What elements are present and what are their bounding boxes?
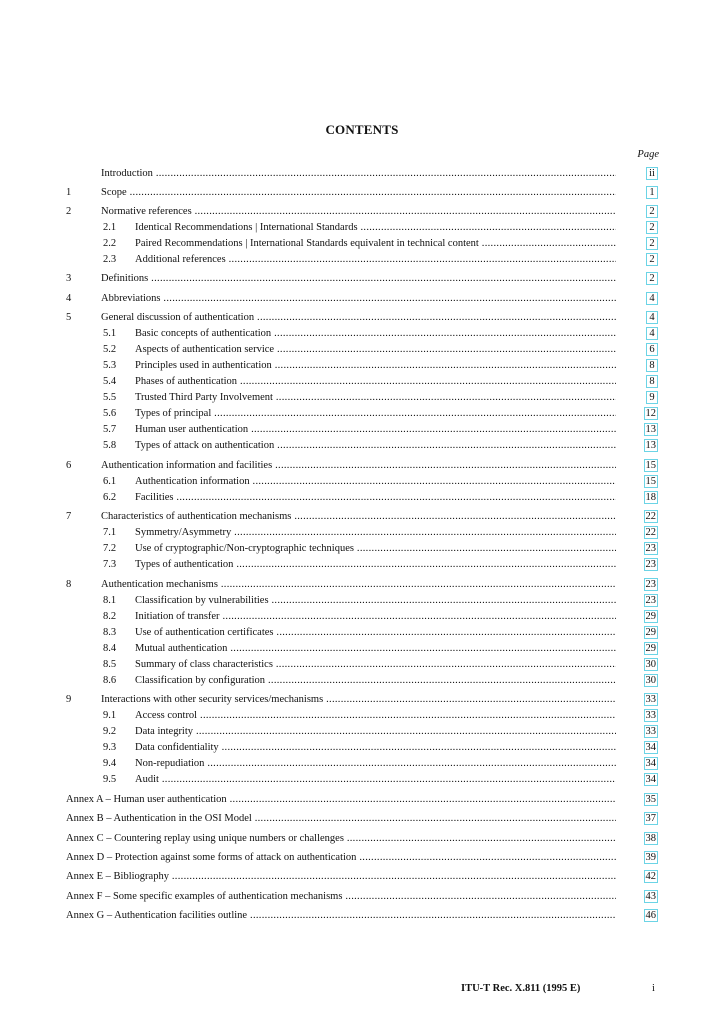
toc-entry-number: 8.4 — [103, 643, 117, 654]
toc-entry[interactable] — [66, 311, 658, 325]
toc-entry-number: 7.3 — [103, 559, 117, 570]
toc-entry[interactable] — [66, 186, 658, 200]
toc-entry-title: Normative references ..... — [101, 205, 616, 219]
toc-entry[interactable] — [66, 578, 658, 592]
toc-entry-number: 2.2 — [103, 238, 117, 249]
toc-entry-number: 9.4 — [103, 758, 117, 769]
toc-entry[interactable] — [66, 870, 658, 884]
toc-page-link[interactable]: 15 — [645, 476, 656, 487]
toc-entry-number: 5.8 — [103, 440, 117, 451]
toc-entry[interactable] — [66, 558, 658, 572]
toc-entry-number: 9.5 — [103, 774, 117, 785]
toc-entry[interactable] — [66, 851, 658, 865]
toc-entry[interactable] — [66, 741, 658, 755]
toc-page-link[interactable]: 8 — [646, 375, 658, 388]
toc-entry-number: 8.3 — [103, 627, 117, 638]
toc-entry[interactable] — [66, 439, 658, 453]
toc-entry-number: 5.2 — [103, 344, 117, 355]
toc-page-link[interactable]: 46 — [645, 910, 656, 921]
toc-entry-number: 5.4 — [103, 376, 117, 387]
toc-page-link[interactable]: 39 — [645, 852, 656, 863]
toc-entry[interactable] — [66, 693, 658, 707]
toc-page-link[interactable]: ii — [646, 167, 658, 180]
toc-entry-number: 7 — [66, 511, 72, 522]
toc-entry-title: Initiation of transfer ..... — [135, 610, 616, 624]
toc-page-link[interactable]: 18 — [645, 492, 656, 503]
toc-entry-title: Authentication information and facilities ..... — [101, 459, 616, 473]
toc-entry-title: Interactions with other security services/mechanisms ..... — [101, 693, 616, 707]
toc-entry-title: Introduction ..... — [101, 167, 616, 181]
toc-page-link[interactable]: 15 — [645, 460, 656, 471]
toc-entry-number: 4 — [66, 293, 72, 304]
toc-page-link[interactable]: 23 — [645, 579, 656, 590]
page-column-header: Page — [637, 149, 659, 160]
toc-entry-title: Facilities ..... — [135, 491, 616, 505]
toc-entry-title: Use of authentication certificates ..... — [135, 626, 616, 640]
toc-page-link[interactable]: 30 — [645, 659, 656, 670]
toc-entry-number: 1 — [66, 187, 72, 198]
toc-entry[interactable] — [66, 773, 658, 787]
toc-entry-number: 8.2 — [103, 611, 117, 622]
page-title: CONTENTS — [325, 122, 399, 137]
toc-entry[interactable] — [66, 890, 658, 904]
toc-entry[interactable] — [66, 423, 658, 437]
toc-entry-number: 5 — [66, 312, 72, 323]
toc-page-link[interactable]: 13 — [645, 440, 656, 451]
toc-entry-title: Non-repudiation ..... — [135, 757, 616, 771]
toc-entry-number: 8.5 — [103, 659, 117, 670]
toc-entry-number: 5.5 — [103, 392, 117, 403]
toc-entry[interactable] — [66, 526, 658, 540]
toc-entry[interactable] — [66, 909, 658, 923]
toc-entry-title: Paired Recommendations | International Standards equivalent in technical content ..... — [135, 237, 616, 251]
toc-page-link[interactable]: 29 — [645, 611, 656, 622]
toc-entry-number: 8.6 — [103, 675, 117, 686]
toc-entry-title: Summary of class characteristics ..... — [135, 658, 616, 672]
toc-entry-number: 2 — [66, 206, 72, 217]
toc-entry-title: Principles used in authentication ..... — [135, 359, 616, 373]
toc-entry[interactable] — [66, 832, 658, 846]
toc-entry-number: 7.1 — [103, 527, 117, 538]
toc-entry-title: Types of attack on authentication ..... — [135, 439, 616, 453]
toc-entry[interactable] — [66, 658, 658, 672]
toc-page-link[interactable]: 6 — [646, 343, 658, 356]
toc-entry[interactable] — [66, 167, 658, 181]
toc-page-link[interactable]: 9 — [646, 391, 658, 404]
toc-entry[interactable] — [66, 757, 658, 771]
toc-page-link[interactable]: 2 — [646, 237, 658, 250]
toc-entry-number: 8 — [66, 579, 72, 590]
toc-page-link[interactable]: 34 — [645, 742, 656, 753]
toc-entry-number: 7.2 — [103, 543, 117, 554]
toc-entry-title: Symmetry/Asymmetry ..... — [135, 526, 616, 540]
toc-entry-title: Definitions ..... — [101, 272, 616, 286]
toc-entry-title: Additional references ..... — [135, 253, 616, 267]
toc-entry[interactable] — [66, 407, 658, 421]
toc-page-link[interactable]: 4 — [646, 327, 658, 340]
toc-entry-title: Annex B – Authentication in the OSI Model ..... — [66, 812, 616, 826]
toc-entry-number: 5.1 — [103, 328, 117, 339]
toc-entry-title: Annex G – Authentication facilities outline ..... — [66, 909, 616, 923]
toc-entry-title: Aspects of authentication service ..... — [135, 343, 616, 357]
toc-entry-title: Audit ..... — [135, 773, 616, 787]
toc-entry-title: Scope ..... — [101, 186, 616, 200]
toc-entry-title: Annex D – Protection against some forms of attack on authentication ..... — [66, 851, 616, 865]
toc-page-link[interactable]: 2 — [646, 253, 658, 266]
toc-entry-title: Identical Recommendations | International Standards ..... — [135, 221, 616, 235]
footer-page-number: i — [652, 983, 655, 994]
toc-entry-title: Characteristics of authentication mechanisms ..... — [101, 510, 616, 524]
toc-page-link[interactable]: 29 — [645, 627, 656, 638]
toc-page-link[interactable]: 43 — [645, 891, 656, 902]
toc-entry-title: Annex E – Bibliography ..... — [66, 870, 616, 884]
toc-page-link[interactable]: 13 — [645, 424, 656, 435]
toc-entry-title: Authentication information ..... — [135, 475, 616, 489]
toc-entry-title: Trusted Third Party Involvement ..... — [135, 391, 616, 405]
toc-page-link[interactable]: 30 — [645, 675, 656, 686]
toc-entry[interactable] — [66, 237, 658, 251]
toc-entry-title: Authentication mechanisms ..... — [101, 578, 616, 592]
toc-page-link[interactable]: 2 — [646, 205, 658, 218]
toc-entry-title: Basic concepts of authentication ..... — [135, 327, 616, 341]
toc-entry-number: 2.3 — [103, 254, 117, 265]
toc-page-link[interactable]: 2 — [646, 272, 658, 285]
footer-doc-id: ITU-T Rec. X.811 (1995 E) — [461, 983, 581, 994]
toc-page-link[interactable]: 29 — [645, 643, 656, 654]
toc-page-link[interactable]: 38 — [645, 833, 656, 844]
toc-entry-number: 6.2 — [103, 492, 117, 503]
toc-entry[interactable] — [66, 626, 658, 640]
toc-entry[interactable] — [66, 812, 658, 826]
toc-entry-title: Abbreviations ..... — [101, 292, 616, 306]
toc-entry[interactable] — [66, 359, 658, 373]
toc-entry-title: Classification by configuration ..... — [135, 674, 616, 688]
toc-entry[interactable] — [66, 375, 658, 389]
toc-page-link[interactable]: 33 — [645, 710, 656, 721]
toc-entry-title: Data confidentiality ..... — [135, 741, 616, 755]
toc-page-link[interactable]: 1 — [646, 186, 658, 199]
toc-entry[interactable] — [66, 221, 658, 235]
toc-entry[interactable] — [66, 272, 658, 286]
toc-entry-number: 3 — [66, 273, 72, 284]
toc-page-link[interactable]: 22 — [645, 527, 656, 538]
toc-entry[interactable] — [66, 292, 658, 306]
toc-entry-number: 9.1 — [103, 710, 117, 721]
toc-entry[interactable] — [66, 709, 658, 723]
toc-entry-number: 9.3 — [103, 742, 117, 753]
toc-entry-number: 6 — [66, 460, 72, 471]
toc-page-link[interactable]: 23 — [645, 543, 656, 554]
toc-page-link[interactable]: 33 — [645, 726, 656, 737]
toc-entry-title: Annex F – Some specific examples of authentication mechanisms ..... — [66, 890, 616, 904]
toc-entry-number: 5.7 — [103, 424, 117, 435]
toc-page-link[interactable]: 22 — [645, 511, 656, 522]
toc-entry-title: Use of cryptographic/Non-cryptographic techniques ..... — [135, 542, 616, 556]
toc-entry-number: 5.3 — [103, 360, 117, 371]
toc-page-link[interactable]: 23 — [645, 559, 656, 570]
toc-entry[interactable] — [66, 725, 658, 739]
toc-page-link[interactable]: 4 — [646, 292, 658, 305]
toc-page-link[interactable]: 34 — [645, 758, 656, 769]
toc-page-link[interactable]: 42 — [645, 871, 656, 882]
toc-entry-number: 9 — [66, 694, 72, 705]
toc-entry[interactable] — [66, 475, 658, 489]
toc-entry-title: Access control ..... — [135, 709, 616, 723]
toc-entry-title: Types of authentication ..... — [135, 558, 616, 572]
toc-entry-title: Human user authentication ..... — [135, 423, 616, 437]
toc-page-link[interactable]: 8 — [646, 359, 658, 372]
toc-page-link[interactable]: 12 — [645, 408, 656, 419]
toc-page-link[interactable]: 33 — [645, 694, 656, 705]
toc-entry-number: 9.2 — [103, 726, 117, 737]
toc-entry[interactable] — [66, 793, 658, 807]
toc-entry-title: Mutual authentication ..... — [135, 642, 616, 656]
toc-entry-number: 8.1 — [103, 595, 117, 606]
toc-page-link[interactable]: 35 — [645, 794, 656, 805]
toc-entry-number: 6.1 — [103, 476, 117, 487]
toc-entry-title: Data integrity ..... — [135, 725, 616, 739]
toc-page-link[interactable]: 37 — [645, 813, 656, 824]
toc-entry[interactable] — [66, 594, 658, 608]
toc-entry[interactable] — [66, 459, 658, 473]
toc-entry[interactable] — [66, 205, 658, 219]
toc-entry-number: 5.6 — [103, 408, 117, 419]
toc-entry[interactable] — [66, 343, 658, 357]
toc-entry[interactable] — [66, 391, 658, 405]
toc-entry[interactable] — [66, 610, 658, 624]
toc-entry-title: Annex A – Human user authentication ..... — [66, 793, 616, 807]
toc-page-link[interactable]: 34 — [645, 774, 656, 785]
toc-entry[interactable] — [66, 642, 658, 656]
toc-entry[interactable] — [66, 542, 658, 556]
toc-entry-title: Phases of authentication ..... — [135, 375, 616, 389]
toc-entry[interactable] — [66, 674, 658, 688]
toc-entry[interactable] — [66, 491, 658, 505]
toc-entry[interactable] — [66, 510, 658, 524]
toc-page-link[interactable]: 23 — [645, 595, 656, 606]
toc-entry-title: General discussion of authentication ..... — [101, 311, 616, 325]
toc-entry-title: Types of principal ..... — [135, 407, 616, 421]
toc-entry[interactable] — [66, 253, 658, 267]
toc-entry[interactable] — [66, 327, 658, 341]
toc-entry-number: 2.1 — [103, 222, 117, 233]
toc-page-link[interactable]: 4 — [646, 311, 658, 324]
toc-page-link[interactable]: 2 — [646, 221, 658, 234]
toc-entry-title: Classification by vulnerabilities ..... — [135, 594, 616, 608]
toc-entry-title: Annex C – Countering replay using unique numbers or challenges ..... — [66, 832, 616, 846]
